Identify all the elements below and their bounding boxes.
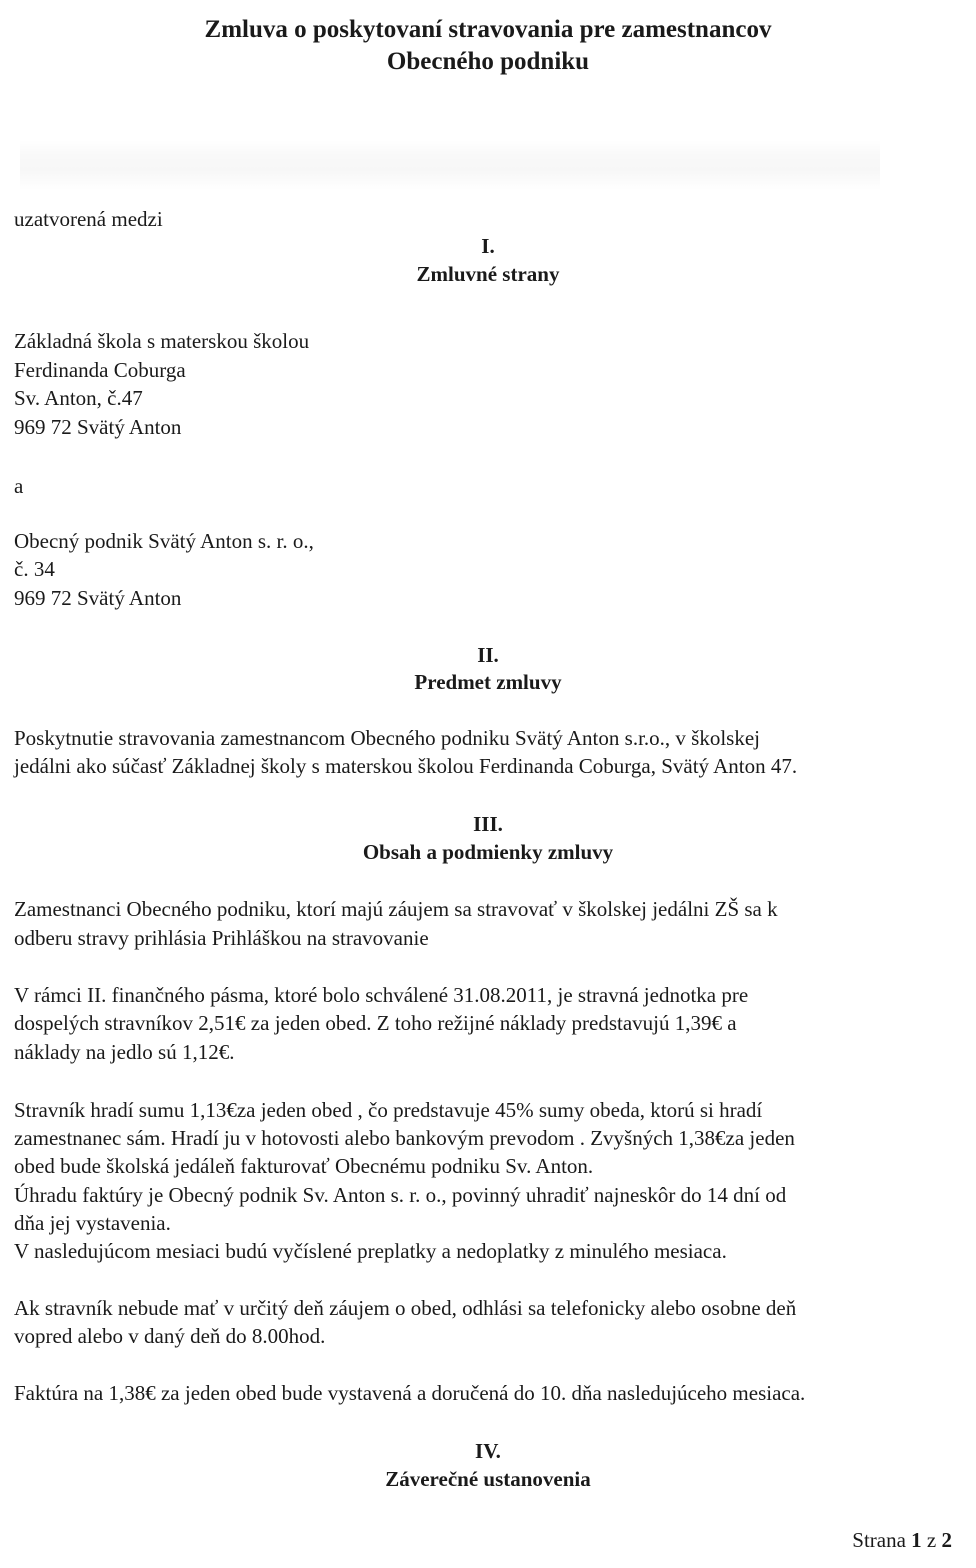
section-3-p3-line-6: V nasledujúcom mesiaci budú vyčíslené preplatky a nedoplatky z minulého mesiaca.: [14, 1239, 727, 1263]
section-2-number: II.: [477, 643, 499, 667]
section-3-p1-line-1: Zamestnanci Obecného podniku, ktorí majú záujem sa stravovať v školskej jedálni ZŠ sa k: [14, 897, 778, 921]
section-3-p3-line-5: dňa jej vystavenia.: [14, 1211, 171, 1235]
section-4-heading: Záverečné ustanovenia: [385, 1467, 591, 1491]
party-1-line-1: Základná škola s materskou školou: [14, 329, 310, 353]
party-1-line-4: 969 72 Svätý Anton: [14, 415, 182, 439]
section-4-number: IV.: [475, 1439, 501, 1463]
section-3-p3-line-3: obed bude školská jedáleň fakturovať Obecnému podniku Sv. Anton.: [14, 1154, 594, 1178]
intro-text: uzatvorená medzi: [14, 207, 163, 231]
section-2-heading: Predmet zmluvy: [414, 670, 562, 694]
party-1-line-3: Sv. Anton, č.47: [14, 386, 143, 410]
section-2-line-1: Poskytnutie stravovania zamestnancom Obecného podniku Svätý Anton s.r.o., v školskej: [14, 726, 760, 750]
section-3-p5-line-1: Faktúra na 1,38€ za jeden obed bude vystavená a doručená do 10. dňa nasledujúceho mesiaca.: [14, 1381, 806, 1405]
title-line-2: Obecného podniku: [386, 48, 590, 75]
footer-label: Strana: [852, 1528, 906, 1552]
party-2-line-2: č. 34: [14, 557, 55, 581]
footer-of: z: [926, 1528, 937, 1552]
section-2-line-2: jedálni ako súčasť Základnej školy s materskou školou Ferdinanda Coburga, Svätý Anton 47.: [14, 754, 798, 778]
party-1-line-2: Ferdinanda Coburga: [14, 358, 186, 382]
section-1-number: I.: [481, 234, 495, 258]
section-3-p1-line-2: odberu stravy prihlásia Prihláškou na stravovanie: [14, 926, 429, 950]
party-connector: a: [14, 474, 24, 498]
section-3-p2-line-1: V rámci II. finančného pásma, ktoré bolo schválené 31.08.2011, je stravná jednotka pre: [14, 983, 749, 1007]
footer-total-pages: 2: [941, 1528, 952, 1552]
section-3-p4-line-2: vopred alebo v daný deň do 8.00hod.: [14, 1324, 326, 1348]
section-3-p2-line-2: dospelých stravníkov 2,51€ za jeden obed. Z toho režijné náklady predstavujú 1,39€ a: [14, 1011, 737, 1035]
section-3-number: III.: [473, 812, 503, 836]
page-number-footer: [852, 1528, 952, 1553]
section-3-p2-line-3: náklady na jedlo sú 1,12€.: [14, 1040, 235, 1064]
section-3-p3-line-1: Stravník hradí sumu 1,13€za jeden obed , čo predstavuje 45% sumy obeda, ktorú si hradí: [14, 1098, 763, 1122]
document-title: [0, 14, 976, 78]
party-2-line-3: 969 72 Svätý Anton: [14, 586, 182, 610]
title-line-1: Zmluva o poskytovaní stravovania pre zamestnancov: [204, 16, 772, 43]
party-2-line-1: Obecný podnik Svätý Anton s. r. o.,: [14, 529, 314, 553]
section-3-p4-line-1: Ak stravník nebude mať v určitý deň záujem o obed, odhlási sa telefonicky alebo osobne deň: [14, 1296, 797, 1320]
section-3-p3-line-2: zamestnanec sám. Hradí ju v hotovosti alebo bankovým prevodom . Zvyšných 1,38€za jeden: [14, 1126, 795, 1150]
section-3-heading: Obsah a podmienky zmluvy: [362, 840, 614, 864]
scan-bleed-through: [20, 140, 880, 190]
section-3-p3-line-4: Úhradu faktúry je Obecný podnik Sv. Anton s. r. o., povinný uhradiť najneskôr do 14 dní od: [14, 1183, 787, 1207]
footer-current-page: 1: [911, 1528, 922, 1552]
section-1-heading: Zmluvné strany: [416, 262, 560, 286]
